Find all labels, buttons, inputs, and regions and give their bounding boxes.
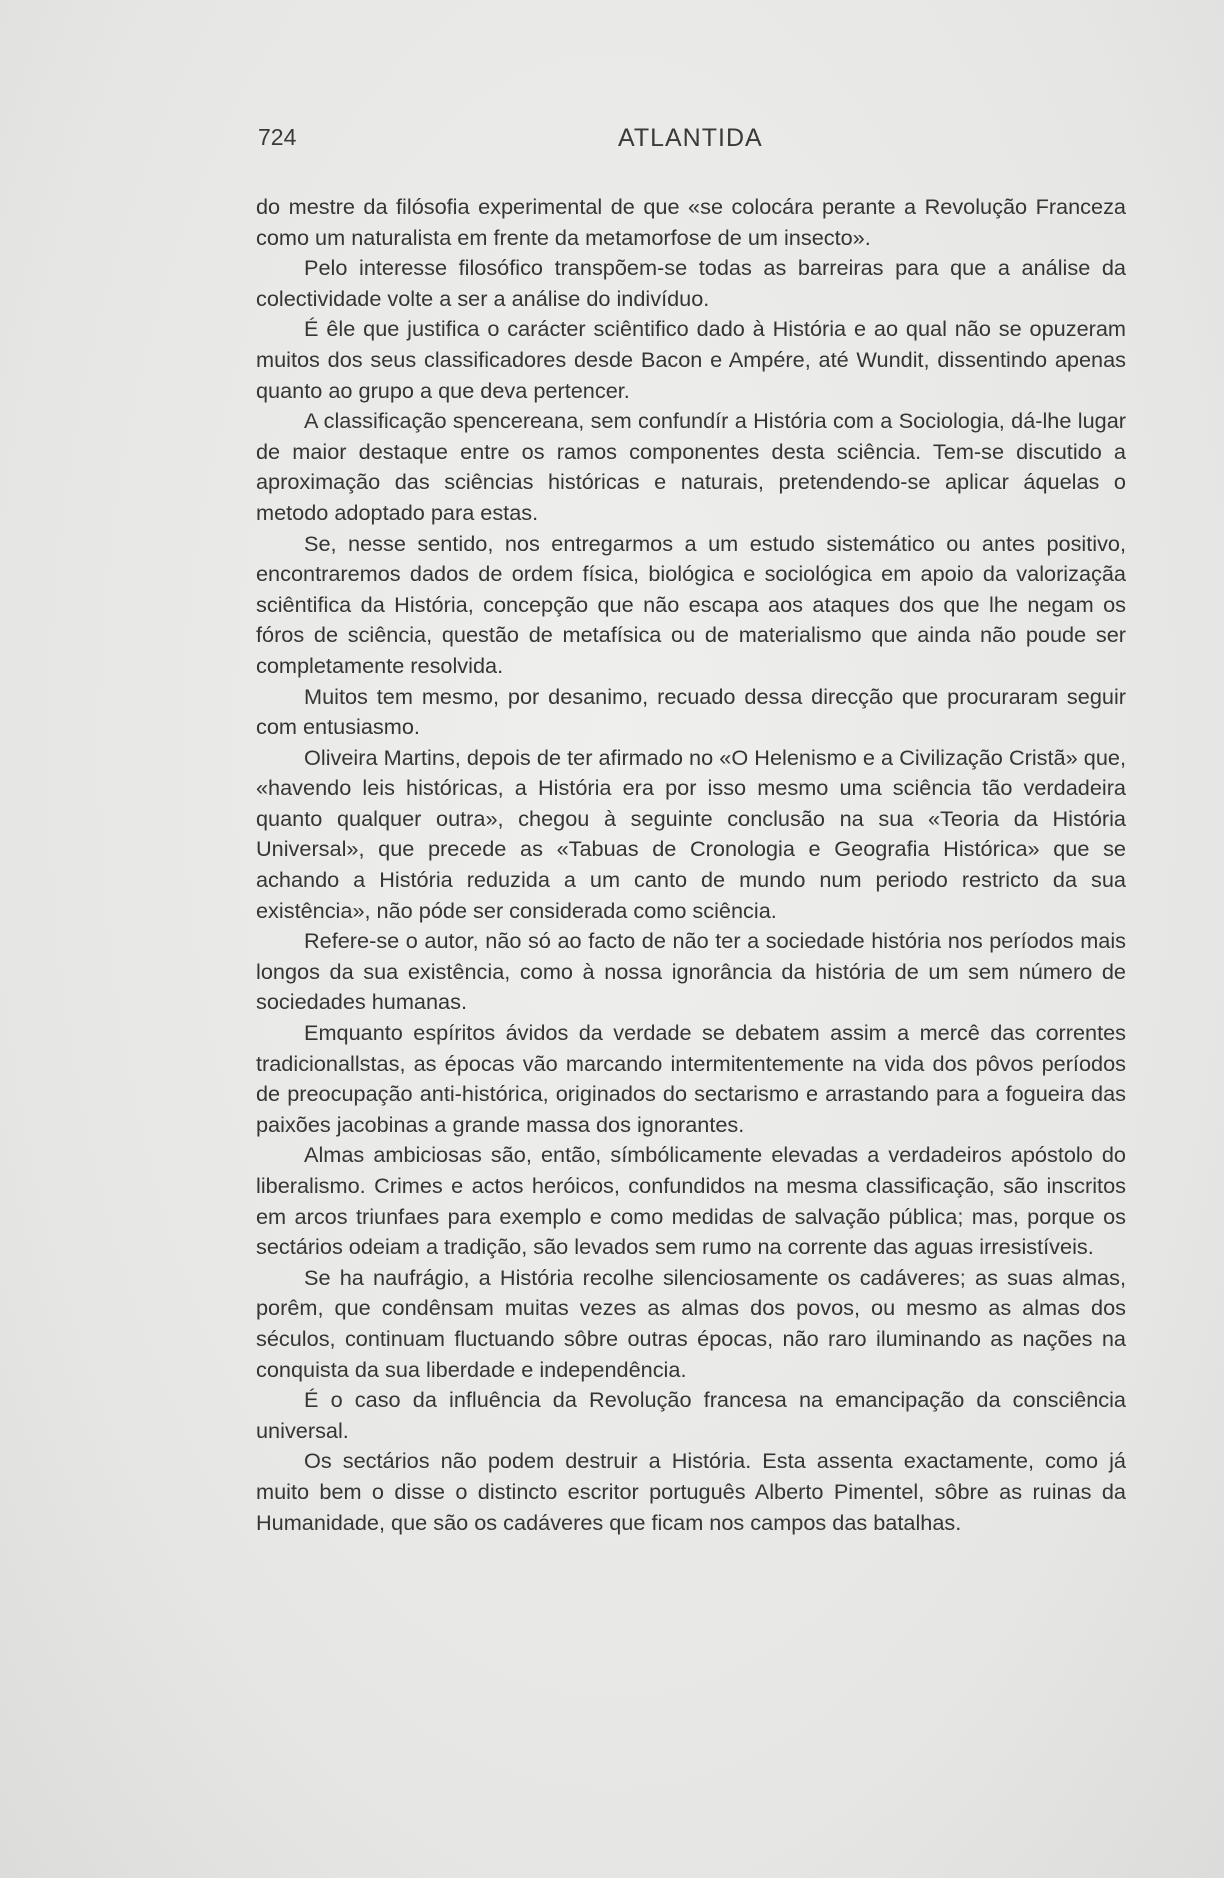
paragraph: É êle que justifica o carácter sciêntifico dado à História e ao qual não se opuzeram muitos dos seus classificadores desde Bacon e Ampére, até Wundit, dissentindo apenas quanto ao grupo a que deva pertencer.: [256, 316, 1126, 403]
paragraph: Refere-se o autor, não só ao facto de não ter a sociedade história nos períodos mais longos da sua existência, como à nossa ignorância da história de um sem número de sociedades humanas.: [256, 928, 1126, 1015]
paragraph: Muitos tem mesmo, por desanimo, recuado dessa direcção que procuraram seguir com entusiasmo.: [256, 683, 1126, 740]
paragraph: do mestre da filósofia experimental de que «se colocára perante a Revolução Franceza como um naturalista em frente da metamorfose de um insecto».: [256, 194, 1126, 250]
paragraph: Pelo interesse filosófico transpõem-se todas as barreiras para que a análise da colectividade volte a ser a análise do indivíduo.: [256, 255, 1126, 311]
page-number: 724: [258, 124, 297, 150]
paragraph: Se ha naufrágio, a História recolhe silenciosamente os cadáveres; as suas almas, porêm, que condênsam muitas vezes as almas dos povos, ou mesmo as almas dos séculos, continuam fluctuando sôbre outras épocas, não raro iluminando as nações na conquista da sua liberdade e independência.: [256, 1264, 1126, 1382]
body-text: [256, 192, 1126, 1538]
running-title: ATLANTIDA: [618, 124, 763, 152]
paragraph: Se, nesse sentido, nos entregarmos a um estudo sistemático ou antes positivo, encontraremos dados de ordem física, biológica e sociológica em apoio da valorizaçãa sciêntifica da História, concepção que não escapa aos ataques dos que lhe negam os fóros de sciência, questão de metafísica ou de materialismo que ainda não poude ser completamente resolvida.: [256, 530, 1126, 678]
paragraph: Emquanto espíritos ávidos da verdade se debatem assim a mercê das correntes tradicionallstas, as épocas vão marcando intermitentemente na vida dos pôvos períodos de preocupação anti-histórica, originados do sectarismo e arrastando para a fogueira das paixões jacobinas a grande massa dos ignorantes.: [256, 1020, 1126, 1137]
paragraph: Os sectários não podem destruir a História. Esta assenta exactamente, como já muito bem o disse o distincto escritor português Alberto Pimentel, sôbre as ruinas da Humanidade, que são os cadáveres que ficam nos campos das batalhas.: [256, 1448, 1126, 1535]
paragraph: Oliveira Martins, depois de ter afirmado no «O Helenismo e a Civilização Cristã» que, «havendo leis históricas, a História era por isso mesmo uma sciência tão verdadeira quanto qualquer outra», chegou à seguinte conclusão na sua «Teoria da História Universal», que precede as «Tabuas de Cronologia e Geografia Histórica» que se achando a História reduzida a um canto de mundo num periodo restricto da sua existência», não póde ser considerada como sciência.: [256, 744, 1126, 923]
page-header: [258, 124, 778, 158]
paragraph: Almas ambiciosas são, então, símbólicamente elevadas a verdadeiros apóstolo do liberalismo. Crimes e actos heróicos, confundidos na mesma classificação, são inscritos em arcos triunfaes para exemplo e como medidas de salvação pública; mas, porque os sectários odeiam a tradição, são levados sem rumo na corrente das aguas irresistíveis.: [256, 1142, 1126, 1260]
paragraph: É o caso da influência da Revolução francesa na emancipação da consciência universal.: [256, 1387, 1126, 1443]
paragraph: A classificação spencereana, sem confundír a História com a Sociologia, dá-lhe lugar de maior destaque entre os ramos componentes desta sciência. Tem-se discutido a aproximação das sciências históricas e naturais, pretendendo-se aplicar áquelas o metodo adoptado para estas.: [256, 408, 1126, 525]
